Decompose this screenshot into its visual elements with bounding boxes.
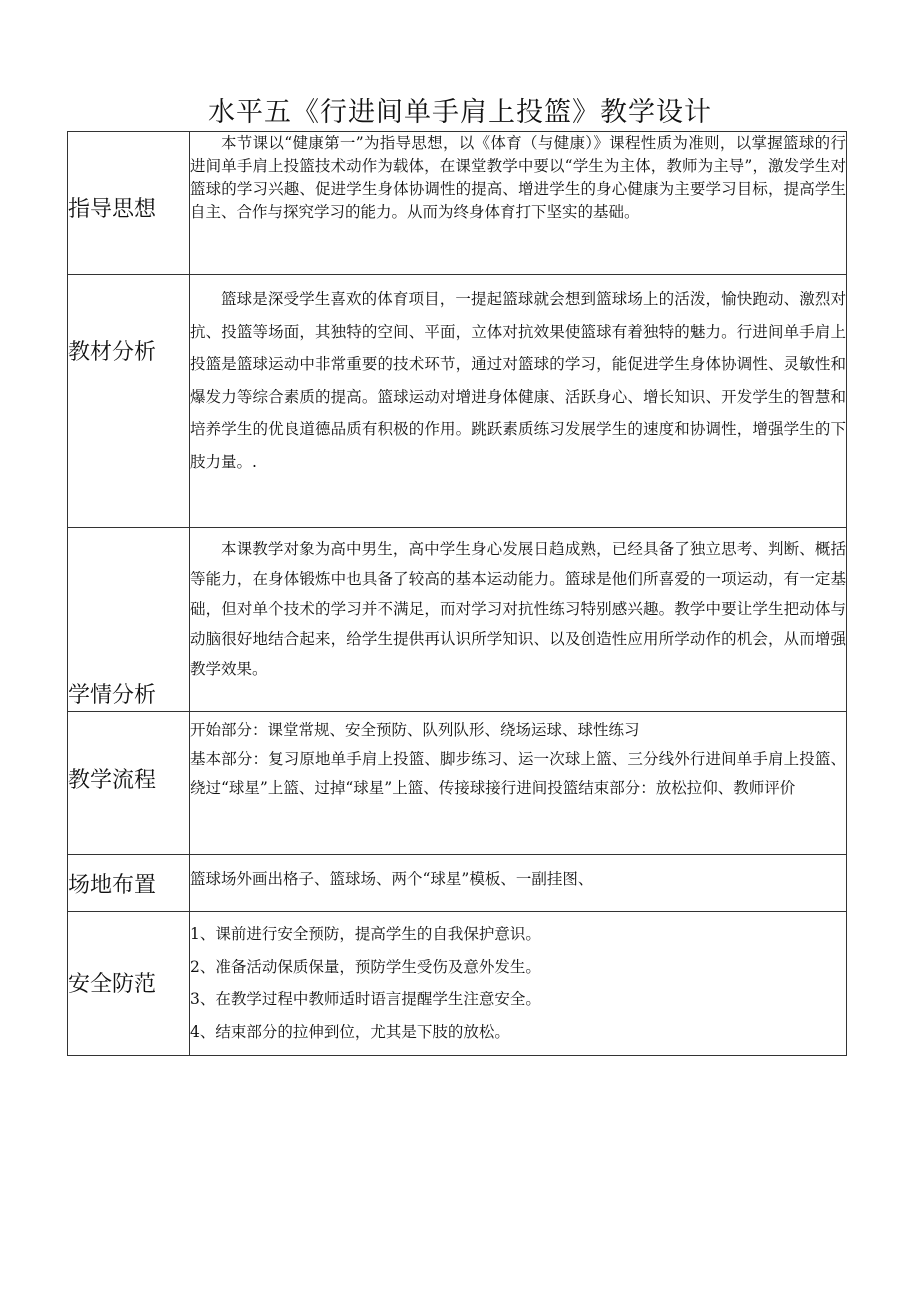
row-students <box>68 528 847 712</box>
label-flow: 教学流程 <box>68 712 190 855</box>
label-guiding: 指导思想 <box>68 132 190 275</box>
label-material: 教材分析 <box>68 275 190 528</box>
content-site <box>190 855 847 912</box>
safety-item-4: 4、结束部分的拉伸到位，尤其是下肢的放松。 <box>190 1022 510 1041</box>
text-site: 篮球场外画出格子、篮球场、两个“球星”模板、一副挂图、 <box>190 870 594 888</box>
text-guiding: 本节课以“健康第一”为指导思想，以《体育（与健康）》课程性质为准则，以掌握篮球的行进间单手肩上投篮技术动作为载体，在课堂教学中要以“学生为主体，教师为主导”，激发学生对篮球的学习兴趣、促进学生身体协调性的提高、增进学生的身心健康为主要学习目标，提高学生自主、合作与探究学习的能力。从而为终身体育打下坚实的基础。 <box>190 134 846 221</box>
text-flow-start: 开始部分：课堂常规、安全预防、队列队形、绕场运球、球性练习 <box>190 721 640 739</box>
safety-item-3: 3、在教学过程中教师适时语言提醒学生注意安全。 <box>190 990 541 1008</box>
content-material <box>190 275 847 528</box>
document-title: 水平五《行进间单手肩上投篮》教学设计 <box>208 97 712 128</box>
row-flow <box>68 712 847 855</box>
safety-item-2: 2、准备活动保质保量，预防学生受伤及意外发生。 <box>190 957 541 976</box>
label-site: 场地布置 <box>68 855 190 912</box>
safety-item-1: 1、课前进行安全预防，提高学生的自我保护意识。 <box>190 925 541 943</box>
text-students: 本课教学对象为高中男生，高中学生身心发展日趋成熟，已经具备了独立思考、判断、概括等能力，在身体锻炼中也具备了较高的基本运动能力。篮球是他们所喜爱的一项运动，有一定基础，但对单个技术的学习并不满足，而对学习对抗性练习特别感兴趣。教学中要让学生把动体与动脑很好地结合起来，给学生提供再认识所学知识、以及创造性应用所学动作的机会，从而增强教学效果。 <box>190 540 846 678</box>
label-safety: 安全防范 <box>68 912 190 1056</box>
row-guiding <box>68 132 847 275</box>
content-guiding <box>190 132 847 275</box>
label-students: 学情分析 <box>68 528 190 712</box>
content-flow <box>190 712 847 855</box>
row-site <box>68 855 847 912</box>
text-flow-basic: 基本部分：复习原地单手肩上投篮、脚步练习、运一次球上篮、三分线外行进间单手肩上投篮、绕过“球星”上篮、过掉“球星”上篮、传接球接行进间投篮结束部分：放松拉仰、教师评价 <box>190 750 846 797</box>
row-safety <box>68 912 847 1056</box>
text-material: 篮球是深受学生喜欢的体育项目，一提起篮球就会想到篮球场上的活泼，愉快跑动、激烈对抗、投篮等场面，其独特的空间、平面，立体对抗效果使篮球有着独特的魅力。行进间单手肩上投篮是篮球运动中非常重要的技术环节，通过对篮球的学习，能促进学生身体协调性、灵敏性和爆发力等综合素质的提高。篮球运动对增进身体健康、活跃身心、增长知识、开发学生的智慧和培养学生的优良道德品质有积极的作用。跳跃素质练习发展学生的速度和协调性，增强学生的下肢力量。. <box>190 290 846 471</box>
content-safety <box>190 912 847 1056</box>
row-material <box>68 275 847 528</box>
lesson-plan-table <box>67 131 847 1056</box>
content-students <box>190 528 847 712</box>
